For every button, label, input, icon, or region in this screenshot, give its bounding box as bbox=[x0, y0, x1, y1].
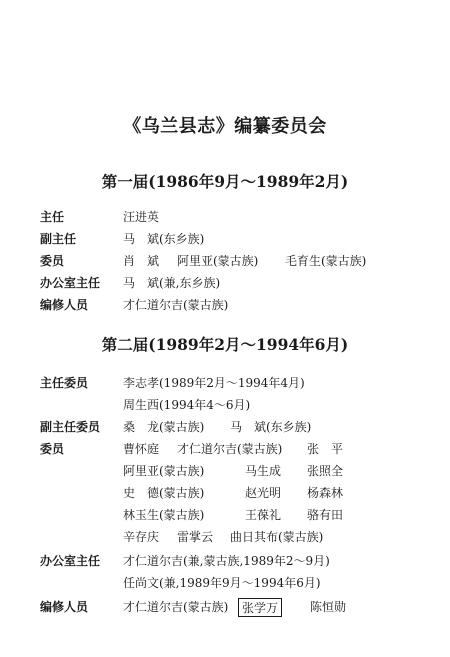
member: 辛存庆 bbox=[123, 530, 160, 544]
member: 肖 斌 bbox=[123, 254, 160, 268]
page-title: 《乌兰县志》编纂委员会 bbox=[123, 116, 327, 137]
member: 史 德(蒙古族) bbox=[123, 486, 205, 500]
member: 雷掌云 bbox=[177, 530, 214, 544]
member: 张 平 bbox=[307, 442, 344, 456]
section-heading-second: 第二届(1989年2月～1994年6月) bbox=[101, 335, 349, 354]
member: 曲日其布(蒙古族) bbox=[230, 530, 324, 544]
section-heading-first: 第一届(1986年9月～1989年2月) bbox=[101, 172, 349, 191]
member: 马 斌(东乡族) bbox=[230, 420, 312, 434]
member: 马 斌(兼,东乡族) bbox=[123, 276, 221, 290]
member: 骆有田 bbox=[307, 508, 344, 522]
member: 马 斌(东乡族) bbox=[123, 232, 205, 246]
member: 赵光明 bbox=[245, 486, 282, 500]
member: 曹怀庭 bbox=[123, 442, 160, 456]
member: 才仁道尔吉(蒙古族) bbox=[123, 600, 229, 614]
label-office: 办公室主任 bbox=[40, 276, 101, 290]
label-office-2: 办公室主任 bbox=[40, 554, 101, 568]
member: 才仁道尔吉(蒙古族) bbox=[123, 298, 229, 312]
member: 阿里亚(蒙古族) bbox=[123, 464, 205, 478]
member: 张照全 bbox=[307, 464, 344, 478]
member: 李志孝(1989年2月～1994年4月) bbox=[123, 376, 305, 390]
member: 汪进英 bbox=[123, 210, 160, 224]
label-zhuren-weiyuan: 主任委员 bbox=[40, 376, 89, 390]
label-editors-2: 编修人员 bbox=[40, 600, 89, 614]
label-weiyuan: 委员 bbox=[40, 254, 65, 268]
label-weiyuan-2: 委员 bbox=[40, 442, 65, 456]
member: 马生成 bbox=[245, 464, 282, 478]
member: 林玉生(蒙古族) bbox=[123, 508, 205, 522]
member-boxed: 张学万 bbox=[238, 598, 282, 617]
member: 桑 龙(蒙古族) bbox=[123, 420, 205, 434]
label-editors: 编修人员 bbox=[40, 298, 89, 312]
member: 陈恒勋 bbox=[310, 600, 347, 614]
label-fuzhuren: 副主任 bbox=[40, 232, 77, 246]
label-fuzhuren-weiyuan: 副主任委员 bbox=[40, 420, 101, 434]
member: 才仁道尔吉(兼,蒙古族,1989年2～9月) bbox=[123, 554, 330, 568]
member: 阿里亚(蒙古族) bbox=[177, 254, 259, 268]
member: 王葆礼 bbox=[245, 508, 282, 522]
member: 杨森林 bbox=[307, 486, 344, 500]
label-zhuren: 主任 bbox=[40, 210, 65, 224]
member: 才仁道尔吉(蒙古族) bbox=[177, 442, 283, 456]
member: 周生西(1994年4～6月) bbox=[123, 398, 251, 412]
member: 任尚文(兼,1989年9月～1994年6月) bbox=[123, 576, 321, 590]
member: 毛育生(蒙古族) bbox=[285, 254, 367, 268]
